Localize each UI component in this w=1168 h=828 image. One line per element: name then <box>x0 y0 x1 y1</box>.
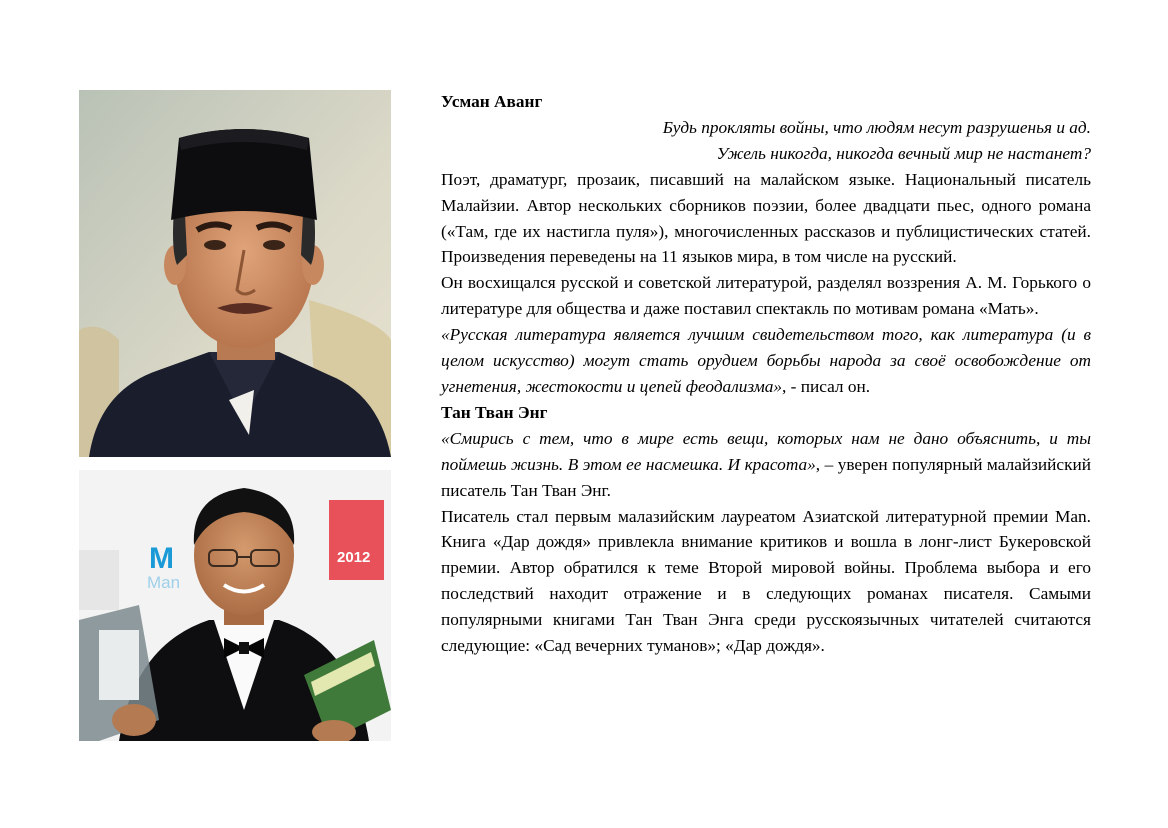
banner-red-block <box>329 500 384 580</box>
tan-bio-paragraph: Писатель стал первым малазийским лауреатом Азиатской литературной премии Man. Книга «Дар дождя» привлекла внимание критиков и вошла в лонг-лист Букеровской премии. Автор обратился к теме Второй мировой войны. Проблема выбора и его последствий находит отражение и в следующих романах писателя. Самыми популярными книгами Тан Тван Энга среди русскоязычных читателей считаются следующие: «Сад вечерних туманов»; «Дар дождя». <box>441 506 1091 656</box>
tan-quote-tail: , – уверен популярный малайзийский писатель Тан Тван Энг. <box>441 454 1091 500</box>
usman-quote: «Русская литература является лучшим свидетельством того, как литература (и в целом искусство) могут стать орудием борьбы народа за своё освобождение от угнетения, жестокости и цепей феодализма» <box>441 325 1091 396</box>
portrait-tan-twan-eng-image <box>79 470 391 741</box>
epigraph-line-2: Ужель никогда, никогда вечный мир не настанет? <box>716 143 1091 163</box>
banner-logo-word: Man <box>147 573 181 592</box>
heading-tan-twan-eng: Тан Тван Энг <box>441 402 548 422</box>
usman-russian-paragraph: Он восхищался русской и советской литературой, разделял воззрения А. М. Горького о литературе для общества и даже поставил спектакль по мотивам романа «Мать». <box>441 273 1091 319</box>
banner-logo-letter: M <box>149 542 174 575</box>
article-text <box>441 89 1091 659</box>
usman-quote-tail: , - писал он. <box>782 376 871 396</box>
heading-usman-awang: Усман Аванг <box>441 92 543 111</box>
usman-quote-paragraph <box>441 322 1091 400</box>
usman-bio-paragraph: Поэт, драматург, прозаик, писавший на малайском языке. Национальный писатель Малайзии. Автор нескольких сборников поэзии, более двадцати пьес, одного романа («Там, где их настигла пуля»), многочисленных рассказов и публицистических статей. Произведения переведены на 11 языков мира, в том числе на русский. <box>441 169 1091 267</box>
banner-year: 2012 <box>337 549 371 566</box>
portrait-tan-twan-eng <box>79 470 391 741</box>
tan-quote: «Смирись с тем, что в мире есть вещи, которых нам не дано объяснить, и ты поймешь жизнь. В этом ее насмешка. И красота» <box>441 428 1091 474</box>
portrait-usman-awang <box>79 90 391 457</box>
tan-quote-paragraph <box>441 426 1091 504</box>
epigraph-line-1: Будь прокляты войны, что людям несут разрушенья и ад. <box>662 117 1091 137</box>
portrait-usman-awang-image <box>79 90 391 457</box>
